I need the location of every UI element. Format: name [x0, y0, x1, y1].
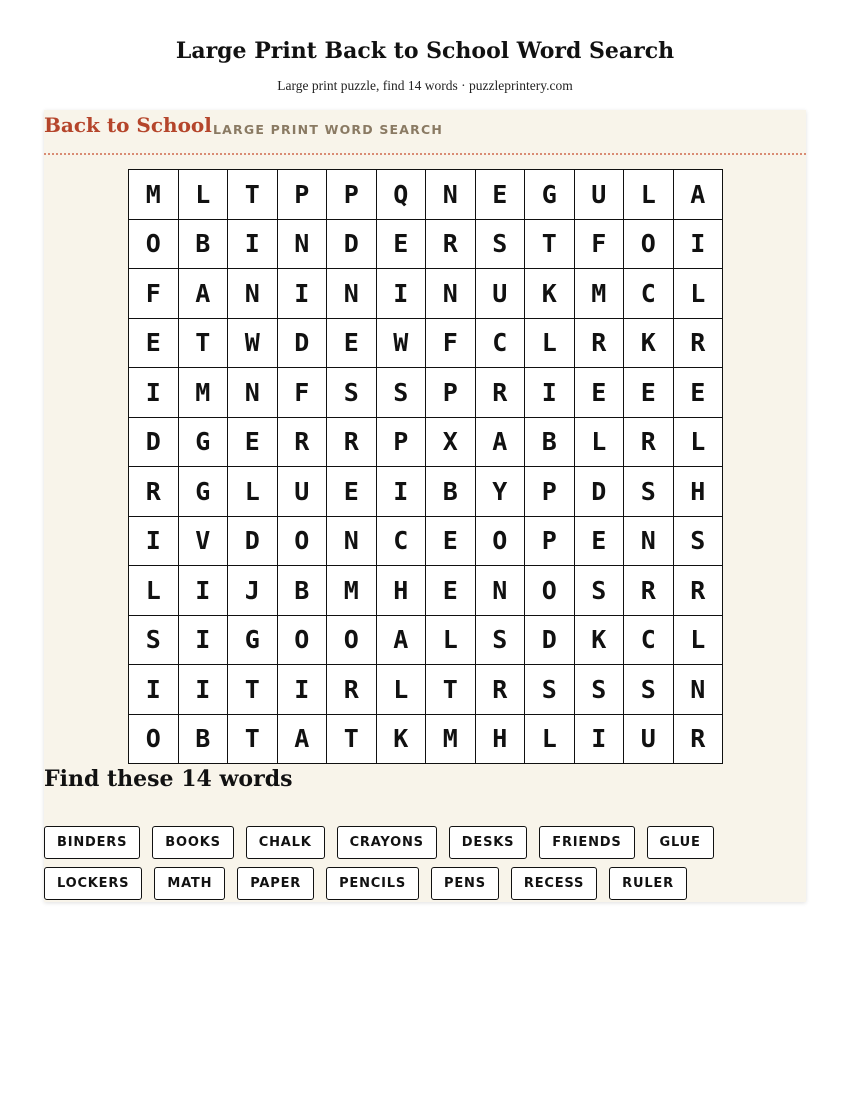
puzzle-card: [44, 110, 806, 902]
grid-cell[interactable]: O: [129, 220, 179, 270]
grid-cell[interactable]: G: [179, 418, 229, 468]
grid-cell[interactable]: L: [426, 616, 476, 666]
grid-cell[interactable]: K: [575, 616, 625, 666]
grid-cell[interactable]: L: [674, 418, 724, 468]
grid-cell[interactable]: A: [476, 418, 526, 468]
word-chip: GLUE: [647, 826, 714, 859]
grid-cell[interactable]: L: [228, 467, 278, 517]
grid-cell[interactable]: E: [624, 368, 674, 418]
grid-cell[interactable]: E: [327, 319, 377, 369]
word-chip: RULER: [609, 867, 687, 900]
grid-cell[interactable]: R: [426, 220, 476, 270]
grid-cell[interactable]: W: [228, 319, 278, 369]
grid-cell[interactable]: I: [377, 467, 427, 517]
grid-cell[interactable]: M: [575, 269, 625, 319]
grid-cell[interactable]: L: [674, 616, 724, 666]
grid-cell[interactable]: B: [525, 418, 575, 468]
grid-cell[interactable]: T: [327, 715, 377, 765]
grid-cell[interactable]: L: [674, 269, 724, 319]
grid-cell[interactable]: E: [377, 220, 427, 270]
grid-cell[interactable]: H: [377, 566, 427, 616]
grid-cell[interactable]: E: [426, 517, 476, 567]
grid-cell[interactable]: T: [179, 319, 229, 369]
grid-cell[interactable]: S: [476, 220, 526, 270]
grid-cell[interactable]: K: [525, 269, 575, 319]
card-kicker: LARGE PRINT WORD SEARCH: [213, 122, 444, 137]
grid-cell[interactable]: O: [129, 715, 179, 765]
word-chip: LOCKERS: [44, 867, 142, 900]
grid-cell[interactable]: G: [228, 616, 278, 666]
grid-cell[interactable]: N: [327, 517, 377, 567]
word-list: [44, 826, 744, 900]
word-chip: BINDERS: [44, 826, 140, 859]
grid-cell[interactable]: D: [278, 319, 328, 369]
grid-cell[interactable]: M: [179, 368, 229, 418]
grid-cell[interactable]: U: [476, 269, 526, 319]
grid-cell[interactable]: E: [575, 517, 625, 567]
grid-cell[interactable]: I: [179, 566, 229, 616]
grid-cell[interactable]: R: [674, 566, 724, 616]
grid-cell[interactable]: I: [129, 517, 179, 567]
grid-cell[interactable]: L: [624, 170, 674, 220]
grid-cell[interactable]: P: [426, 368, 476, 418]
grid-cell[interactable]: S: [377, 368, 427, 418]
grid-cell[interactable]: O: [476, 517, 526, 567]
grid-cell[interactable]: U: [278, 467, 328, 517]
grid-cell[interactable]: T: [228, 715, 278, 765]
grid-cell[interactable]: S: [575, 566, 625, 616]
grid-cell[interactable]: E: [575, 368, 625, 418]
grid-cell[interactable]: R: [278, 418, 328, 468]
word-chip: CHALK: [246, 826, 325, 859]
grid-cell[interactable]: R: [327, 665, 377, 715]
grid-cell[interactable]: I: [179, 616, 229, 666]
grid-cell[interactable]: A: [674, 170, 724, 220]
grid-cell[interactable]: I: [129, 665, 179, 715]
grid-cell[interactable]: B: [278, 566, 328, 616]
grid-cell[interactable]: U: [624, 715, 674, 765]
grid-cell[interactable]: R: [129, 467, 179, 517]
grid-cell[interactable]: P: [377, 418, 427, 468]
grid-cell[interactable]: R: [327, 418, 377, 468]
grid-cell[interactable]: J: [228, 566, 278, 616]
grid-cell[interactable]: R: [674, 319, 724, 369]
grid-cell[interactable]: N: [278, 220, 328, 270]
grid-cell[interactable]: H: [674, 467, 724, 517]
words-heading: Find these 14 words: [44, 766, 293, 792]
grid-cell[interactable]: I: [575, 715, 625, 765]
grid-cell[interactable]: L: [377, 665, 427, 715]
grid-cell[interactable]: T: [426, 665, 476, 715]
grid-cell[interactable]: I: [179, 665, 229, 715]
grid-cell[interactable]: B: [179, 220, 229, 270]
grid-cell[interactable]: T: [228, 665, 278, 715]
grid-cell[interactable]: M: [327, 566, 377, 616]
grid-cell[interactable]: E: [327, 467, 377, 517]
grid-cell[interactable]: T: [525, 220, 575, 270]
grid-cell[interactable]: O: [327, 616, 377, 666]
grid-cell[interactable]: E: [228, 418, 278, 468]
grid-cell[interactable]: B: [179, 715, 229, 765]
grid-cell[interactable]: S: [674, 517, 724, 567]
grid-cell[interactable]: W: [377, 319, 427, 369]
grid-cell[interactable]: S: [476, 616, 526, 666]
grid-cell[interactable]: L: [179, 170, 229, 220]
grid-cell[interactable]: N: [476, 566, 526, 616]
grid-cell[interactable]: N: [624, 517, 674, 567]
grid-cell[interactable]: L: [575, 418, 625, 468]
grid-cell[interactable]: I: [278, 269, 328, 319]
grid-cell[interactable]: P: [525, 517, 575, 567]
grid-cell[interactable]: I: [674, 220, 724, 270]
grid-cell[interactable]: R: [476, 665, 526, 715]
grid-cell[interactable]: U: [575, 170, 625, 220]
grid-cell[interactable]: L: [525, 715, 575, 765]
grid-cell[interactable]: I: [525, 368, 575, 418]
grid-cell[interactable]: C: [624, 616, 674, 666]
grid-cell[interactable]: R: [674, 715, 724, 765]
grid-cell[interactable]: O: [278, 517, 328, 567]
grid-cell[interactable]: R: [624, 418, 674, 468]
grid-cell[interactable]: D: [129, 418, 179, 468]
grid-cell[interactable]: D: [525, 616, 575, 666]
word-chip: FRIENDS: [539, 826, 634, 859]
grid-cell[interactable]: I: [228, 220, 278, 270]
grid-cell[interactable]: C: [377, 517, 427, 567]
grid-cell[interactable]: N: [674, 665, 724, 715]
grid-cell[interactable]: C: [476, 319, 526, 369]
grid-cell[interactable]: Y: [476, 467, 526, 517]
grid-cell[interactable]: K: [377, 715, 427, 765]
card-title: Back to School: [44, 113, 212, 137]
grid-cell[interactable]: P: [327, 170, 377, 220]
grid-cell[interactable]: I: [278, 665, 328, 715]
grid-cell[interactable]: B: [426, 467, 476, 517]
grid-cell[interactable]: S: [129, 616, 179, 666]
grid-cell[interactable]: H: [476, 715, 526, 765]
grid-cell[interactable]: E: [129, 319, 179, 369]
word-chip: BOOKS: [152, 826, 233, 859]
grid-cell[interactable]: V: [179, 517, 229, 567]
grid-cell[interactable]: O: [525, 566, 575, 616]
grid-cell[interactable]: R: [624, 566, 674, 616]
grid-cell[interactable]: M: [426, 715, 476, 765]
grid-cell[interactable]: S: [624, 665, 674, 715]
grid-cell[interactable]: I: [129, 368, 179, 418]
grid-cell[interactable]: C: [624, 269, 674, 319]
grid-cell[interactable]: K: [624, 319, 674, 369]
grid-cell[interactable]: M: [129, 170, 179, 220]
grid-cell[interactable]: N: [426, 269, 476, 319]
word-chip: CRAYONS: [337, 826, 437, 859]
grid-cell[interactable]: O: [278, 616, 328, 666]
grid-cell[interactable]: A: [278, 715, 328, 765]
grid-cell[interactable]: E: [674, 368, 724, 418]
grid-cell[interactable]: L: [525, 319, 575, 369]
grid-cell[interactable]: R: [476, 368, 526, 418]
grid-cell[interactable]: N: [228, 368, 278, 418]
grid-cell[interactable]: O: [624, 220, 674, 270]
word-chip: PENCILS: [326, 867, 419, 900]
grid-cell[interactable]: L: [129, 566, 179, 616]
grid-cell[interactable]: N: [228, 269, 278, 319]
grid-cell[interactable]: F: [575, 220, 625, 270]
grid-cell[interactable]: A: [377, 616, 427, 666]
grid-cell[interactable]: A: [179, 269, 229, 319]
grid-cell[interactable]: T: [228, 170, 278, 220]
grid-cell[interactable]: F: [278, 368, 328, 418]
grid-cell[interactable]: S: [327, 368, 377, 418]
word-chip: MATH: [154, 867, 225, 900]
word-chip: DESKS: [449, 826, 527, 859]
grid-cell[interactable]: E: [426, 566, 476, 616]
grid-cell[interactable]: N: [426, 170, 476, 220]
grid-cell[interactable]: G: [525, 170, 575, 220]
grid-cell[interactable]: S: [575, 665, 625, 715]
word-chip: PENS: [431, 867, 499, 900]
grid-cell[interactable]: F: [129, 269, 179, 319]
page-title: Large Print Back to School Word Search: [175, 38, 675, 64]
card-header: [44, 110, 806, 155]
grid-cell[interactable]: D: [228, 517, 278, 567]
grid-cell[interactable]: R: [575, 319, 625, 369]
grid-cell[interactable]: S: [525, 665, 575, 715]
grid-cell[interactable]: P: [525, 467, 575, 517]
grid-cell[interactable]: N: [327, 269, 377, 319]
grid-cell[interactable]: D: [575, 467, 625, 517]
grid-cell[interactable]: E: [476, 170, 526, 220]
grid-cell[interactable]: S: [624, 467, 674, 517]
grid-cell[interactable]: F: [426, 319, 476, 369]
grid-cell[interactable]: Q: [377, 170, 427, 220]
grid-cell[interactable]: X: [426, 418, 476, 468]
grid-cell[interactable]: D: [327, 220, 377, 270]
letter-grid: [128, 169, 723, 764]
grid-cell[interactable]: I: [377, 269, 427, 319]
page-subtitle: Large print puzzle, find 14 words · puzzleprintery.com: [277, 78, 573, 93]
grid-cell[interactable]: P: [278, 170, 328, 220]
word-chip: RECESS: [511, 867, 597, 900]
word-chip: PAPER: [237, 867, 314, 900]
grid-cell[interactable]: G: [179, 467, 229, 517]
